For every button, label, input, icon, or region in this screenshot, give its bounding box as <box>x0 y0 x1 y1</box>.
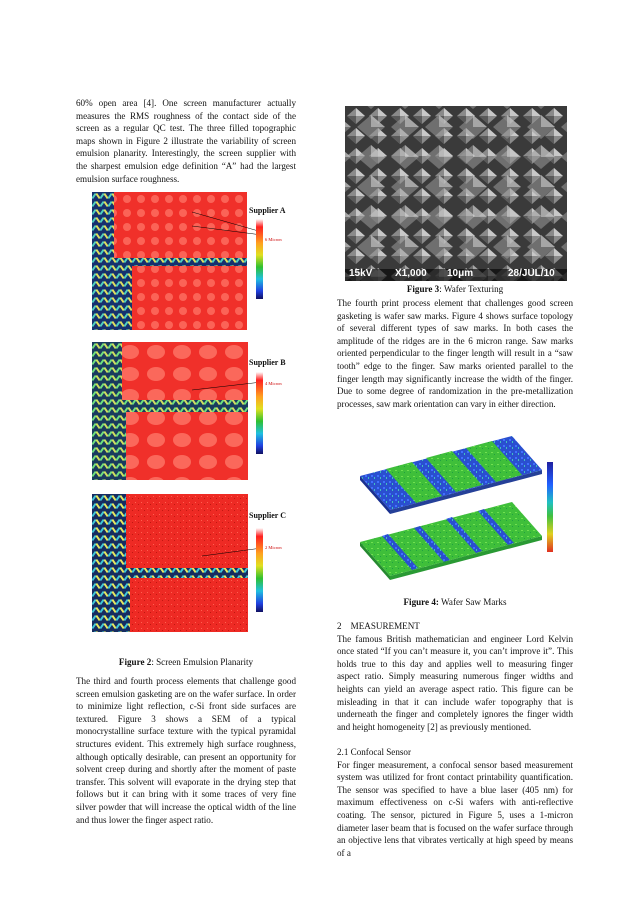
micron-label-a: 6 Micron <box>265 237 282 242</box>
spacer <box>337 733 573 746</box>
supplier-c-label: Supplier C <box>249 511 286 520</box>
paragraph: 60% open area [4]. One screen manufacturer actually measures the RMS roughness of the contact side of the screen as a regular QC test. The three filled topographic maps shown in Figure 2 illustrate the variability of screen emulsion planarity. Interestingly, the screen supplier with the sharpest emulsion edge definition “A” had the largest emulsion surface roughness. <box>76 98 296 184</box>
figure-4-caption-text: Wafer Saw Marks <box>438 597 507 607</box>
micron-label-b: 4 Micron <box>265 381 282 386</box>
right-column-bottom <box>337 620 573 859</box>
sem-voltage: 15kV <box>349 268 373 279</box>
supplier-b-label: Supplier B <box>249 358 286 367</box>
panel-supplier-a <box>92 192 292 330</box>
color-scale-b <box>256 372 263 454</box>
section-2-1-heading: 2.1 Confocal Sensor <box>337 746 412 757</box>
left-column-top <box>76 97 296 185</box>
color-scale-a <box>256 219 263 299</box>
micron-label-c: 2 Micron <box>265 545 282 550</box>
supplier-a-label: Supplier A <box>249 206 286 215</box>
figure-3-caption <box>337 284 573 294</box>
section-2-1-paragraph: For finger measurement, a confocal sensor based measurement system was utilized for front contact printability quantification. The sensor was specified to have a blue laser (405 nm) for maximum effectiveness on c-Si wafers with anti-reflective coating. The sensor, pictured in Figure 5, uses a 1-micron diameter laser beam that is focused on the wafer surface through an objective lens that vibrates vertically at high speed by means of a <box>337 759 573 858</box>
right-column-top <box>337 297 573 410</box>
figure-2-caption <box>76 657 296 667</box>
figure-3-caption-label: Figure 3 <box>406 284 440 294</box>
figure-3-caption-text: : Wafer Texturing <box>439 284 504 294</box>
saw-mark-topography <box>352 432 570 587</box>
left-column-bottom <box>76 675 296 826</box>
figure-4-saw-marks <box>352 432 570 587</box>
panel-supplier-b <box>92 342 292 480</box>
figure-4-caption-label: Figure 4: <box>403 597 439 607</box>
figure-2-caption-label: Figure 2 <box>118 657 152 667</box>
paragraph: The fourth print process element that challenges good screen gasketing is wafer saw marks. Figure 4 shows surface topology of several different types of saw marks. In both cases the amplitude of the ridges are in the 6 micron range. Saw marks oriented perpendicular to the finger length will result in a “saw tooth” edge to the finger. Saw marks oriented parallel to the finger length may significantly increase the width of the finger. Due to some degree of randomization in the pre-metallization processes, saw mark orientation can vary in either direction. <box>337 298 573 409</box>
figure-2-caption-text: : Screen Emulsion Planarity <box>151 657 254 667</box>
sem-magnification: X1,000 <box>395 268 427 279</box>
section-2-paragraph: The famous British mathematician and engineer Lord Kelvin once stated “If you can’t measure it, you can’t improve it”. This holds true to this day and applies well to measuring finger aspect ratio. Simply measuring numerous finger widths and heights can yield an average aspect ratio. This figure can be misleading in that it can include wafer topography that is underneath the finger and completely ignores the finger width and height homogeneity [2] as previously mentioned. <box>337 633 573 732</box>
figure-4-caption <box>337 597 573 607</box>
figure-2 <box>92 192 292 642</box>
sem-date: 28/JUL/10 <box>508 268 555 279</box>
figure-3-sem-image <box>345 106 567 281</box>
panel-supplier-c <box>92 494 292 632</box>
section-2-heading: 2 MEASUREMENT <box>337 621 420 631</box>
sem-scale-bar-label: 10μm <box>447 268 474 279</box>
sem-texture <box>345 106 567 281</box>
color-scale-c <box>256 528 263 612</box>
paragraph: The third and fourth process elements that challenge good screen emulsion gasketing are on the wafer surface. In order to minimize light reflection, c-Si front side surfaces are textured. Figure 3 shows a SEM of a typical monocrystalline surface texture with the typical pyramidal structures evident. This extremely high surface roughness, although optically desirable, can present an opportunity for solvent creep during and shortly after the moment of paste transfer. This solvent will evaporate in the drying step that follows but it can bring with it some traces of very fine silver powder that will increase the optical width of the line and thus lower the finger aspect ratio. <box>76 676 296 825</box>
